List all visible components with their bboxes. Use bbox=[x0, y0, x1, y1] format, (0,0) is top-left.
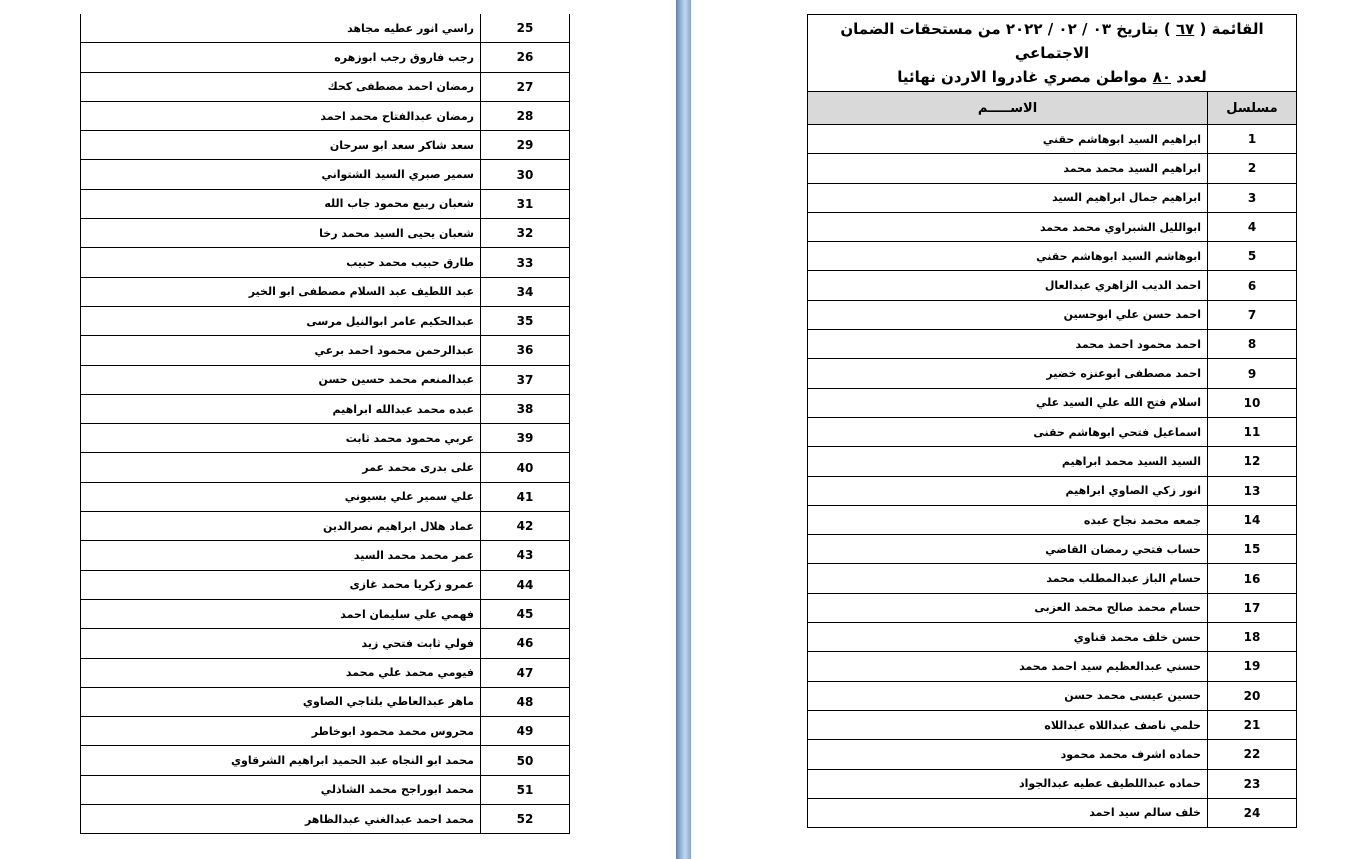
name-cell: عماد هلال ابراهيم نصرالدين bbox=[81, 512, 481, 541]
name-cell: عمر محمد محمد السيد bbox=[81, 541, 481, 570]
name-cell: حساب فتحي رمضان القاضي bbox=[808, 535, 1208, 564]
name-cell: السيد السيد محمد ابراهيم bbox=[808, 447, 1208, 476]
serial-cell: 20 bbox=[1208, 681, 1297, 710]
table-row bbox=[81, 72, 570, 101]
serial-cell: 6 bbox=[1208, 271, 1297, 300]
name-cell: عربي محمود محمد ثابت bbox=[81, 424, 481, 453]
table-row bbox=[808, 388, 1297, 417]
table-row bbox=[81, 336, 570, 365]
name-cell: احمد الديب الزاهري عبدالعال bbox=[808, 271, 1208, 300]
name-cell: ابراهيم السيد محمد محمد bbox=[808, 154, 1208, 183]
name-cell: علي سمير علي بسيوني bbox=[81, 482, 481, 511]
serial-cell: 4 bbox=[1208, 212, 1297, 241]
serial-cell: 9 bbox=[1208, 359, 1297, 388]
serial-cell: 41 bbox=[481, 482, 570, 511]
serial-cell: 37 bbox=[481, 365, 570, 394]
serial-cell: 43 bbox=[481, 541, 570, 570]
table-row bbox=[81, 160, 570, 189]
table-row bbox=[81, 746, 570, 775]
serial-cell: 47 bbox=[481, 658, 570, 687]
name-cell: ابوالليل الشبراوي محمد محمد bbox=[808, 212, 1208, 241]
serial-cell: 12 bbox=[1208, 447, 1297, 476]
table-row bbox=[808, 300, 1297, 329]
table-row bbox=[81, 482, 570, 511]
table-row bbox=[81, 365, 570, 394]
page-divider bbox=[676, 0, 691, 859]
name-cell: جمعه محمد نجاح عبده bbox=[808, 505, 1208, 534]
serial-cell: 15 bbox=[1208, 535, 1297, 564]
serial-cell: 46 bbox=[481, 629, 570, 658]
serial-cell: 51 bbox=[481, 775, 570, 804]
table-row bbox=[808, 125, 1297, 154]
serial-cell: 19 bbox=[1208, 652, 1297, 681]
citizen-count: ٨٠ bbox=[1152, 68, 1172, 86]
table-row bbox=[808, 798, 1297, 827]
serial-cell: 50 bbox=[481, 746, 570, 775]
title-line-2: لعدد ٨٠ مواطن مصري غادروا الاردن نهائيا bbox=[897, 68, 1207, 86]
serial-cell: 25 bbox=[481, 14, 570, 43]
table-row bbox=[808, 242, 1297, 271]
name-cell: عبدالحكيم عامر ابوالنيل مرسى bbox=[81, 306, 481, 335]
serial-cell: 27 bbox=[481, 72, 570, 101]
serial-cell: 44 bbox=[481, 570, 570, 599]
table-row bbox=[81, 219, 570, 248]
table-row bbox=[808, 476, 1297, 505]
list-number: ٦٧ bbox=[1175, 20, 1195, 38]
name-cell: حسني عبدالعظيم سيد احمد محمد bbox=[808, 652, 1208, 681]
serial-cell: 52 bbox=[481, 805, 570, 834]
serial-cell: 3 bbox=[1208, 183, 1297, 212]
name-cell: فهمي علي سليمان احمد bbox=[81, 599, 481, 628]
name-cell: محمد ابو النجاه عبد الحميد ابراهيم الشرقاوي bbox=[81, 746, 481, 775]
name-cell: محمد ابوراجح محمد الشاذلي bbox=[81, 775, 481, 804]
table-row bbox=[81, 541, 570, 570]
name-cell: حلمي ناصف عبداللاه عبداللاه bbox=[808, 710, 1208, 739]
serial-cell: 39 bbox=[481, 424, 570, 453]
table-row bbox=[808, 359, 1297, 388]
table-row bbox=[81, 775, 570, 804]
serial-cell: 45 bbox=[481, 599, 570, 628]
name-cell: ابراهيم جمال ابراهيم السيد bbox=[808, 183, 1208, 212]
table-row bbox=[81, 101, 570, 130]
serial-cell: 33 bbox=[481, 248, 570, 277]
table-row bbox=[808, 330, 1297, 359]
table-row bbox=[808, 154, 1297, 183]
serial-cell: 32 bbox=[481, 219, 570, 248]
table-row bbox=[81, 512, 570, 541]
name-cell: شعبان يحيى السيد محمد رخا bbox=[81, 219, 481, 248]
serial-cell: 42 bbox=[481, 512, 570, 541]
table-row bbox=[808, 681, 1297, 710]
serial-cell: 2 bbox=[1208, 154, 1297, 183]
table-row bbox=[808, 740, 1297, 769]
table-row bbox=[808, 447, 1297, 476]
name-cell: اسلام فتح الله علي السيد علي bbox=[808, 388, 1208, 417]
title-line-1: القائمة ( ٦٧ ) بتاريخ ٠٣ / ٠٢ / ٢٠٢٢ من مستحقات الضمان الاجتماعي bbox=[840, 20, 1264, 62]
serial-cell: 34 bbox=[481, 277, 570, 306]
serial-cell: 26 bbox=[481, 43, 570, 72]
name-cell: حسام الباز عبدالمطلب محمد bbox=[808, 564, 1208, 593]
table-row bbox=[808, 535, 1297, 564]
serial-cell: 18 bbox=[1208, 623, 1297, 652]
serial-cell: 40 bbox=[481, 453, 570, 482]
table-row bbox=[81, 306, 570, 335]
name-cell: اسماعيل فتحي ابوهاشم حقنى bbox=[808, 417, 1208, 446]
serial-cell: 48 bbox=[481, 687, 570, 716]
table-row bbox=[808, 564, 1297, 593]
serial-cell: 1 bbox=[1208, 125, 1297, 154]
name-cell: رمضان احمد مصطفى كحك bbox=[81, 72, 481, 101]
serial-cell: 29 bbox=[481, 131, 570, 160]
name-cell: احمد حسن علي ابوحسين bbox=[808, 300, 1208, 329]
serial-cell: 7 bbox=[1208, 300, 1297, 329]
name-cell: ماهر عبدالعاطي بلتاجي الصاوي bbox=[81, 687, 481, 716]
name-cell: ابوهاشم السيد ابوهاشم حقني bbox=[808, 242, 1208, 271]
table-header bbox=[808, 92, 1297, 125]
table-row bbox=[808, 652, 1297, 681]
table-row bbox=[81, 629, 570, 658]
name-cell: على بدرى محمد عمر bbox=[81, 453, 481, 482]
name-cell: راسي انور عطيه مجاهد bbox=[81, 14, 481, 43]
serial-cell: 49 bbox=[481, 717, 570, 746]
serial-cell: 10 bbox=[1208, 388, 1297, 417]
serial-cell: 21 bbox=[1208, 710, 1297, 739]
header-name: الاســـــم bbox=[808, 92, 1208, 125]
name-cell: فولي ثابت فتحي زيد bbox=[81, 629, 481, 658]
table-row bbox=[81, 453, 570, 482]
table-row bbox=[81, 599, 570, 628]
table-row bbox=[808, 769, 1297, 798]
serial-cell: 13 bbox=[1208, 476, 1297, 505]
table-row bbox=[81, 658, 570, 687]
name-cell: حسين عيسى محمد حسن bbox=[808, 681, 1208, 710]
serial-cell: 35 bbox=[481, 306, 570, 335]
table-row bbox=[81, 43, 570, 72]
table-row bbox=[81, 805, 570, 834]
table-row bbox=[81, 570, 570, 599]
name-cell: شعبان ربيع محمود جاب الله bbox=[81, 189, 481, 218]
serial-cell: 5 bbox=[1208, 242, 1297, 271]
name-cell: رجب فاروق رجب ابوزهره bbox=[81, 43, 481, 72]
table-row bbox=[81, 717, 570, 746]
table-row bbox=[81, 394, 570, 423]
name-cell: احمد مصطفى ابوعنزه خضير bbox=[808, 359, 1208, 388]
name-cell: سعد شاكر سعد ابو سرحان bbox=[81, 131, 481, 160]
name-cell: عبد اللطيف عبد السلام مصطفى ابو الخير bbox=[81, 277, 481, 306]
name-cell: احمد محمود احمد محمد bbox=[808, 330, 1208, 359]
table-row bbox=[81, 14, 570, 43]
serial-cell: 31 bbox=[481, 189, 570, 218]
name-cell: رمضان عبدالفتاح محمد احمد bbox=[81, 101, 481, 130]
serial-cell: 38 bbox=[481, 394, 570, 423]
name-cell: عمرو زكريا محمد غازى bbox=[81, 570, 481, 599]
serial-cell: 22 bbox=[1208, 740, 1297, 769]
table-row bbox=[81, 277, 570, 306]
table-row bbox=[808, 505, 1297, 534]
name-cell: حماده اشرف محمد محمود bbox=[808, 740, 1208, 769]
serial-cell: 30 bbox=[481, 160, 570, 189]
name-cell: انور زكي الصاوي ابراهيم bbox=[808, 476, 1208, 505]
name-cell: حسام محمد صالح محمد العزبى bbox=[808, 593, 1208, 622]
serial-cell: 8 bbox=[1208, 330, 1297, 359]
table-row bbox=[808, 271, 1297, 300]
table-row bbox=[808, 183, 1297, 212]
name-cell: عبده محمد عبدالله ابراهيم bbox=[81, 394, 481, 423]
name-cell: ابراهيم السيد ابوهاشم حقني bbox=[808, 125, 1208, 154]
name-cell: سمير صبري السيد الشتواني bbox=[81, 160, 481, 189]
table-row bbox=[808, 623, 1297, 652]
name-cell: فيومي محمد علي محمد bbox=[81, 658, 481, 687]
table-row bbox=[81, 248, 570, 277]
serial-cell: 14 bbox=[1208, 505, 1297, 534]
document-title bbox=[808, 15, 1297, 92]
left-page bbox=[0, 0, 676, 859]
name-cell: محروس محمد محمود ابوخاطر bbox=[81, 717, 481, 746]
name-cell: طارق حبيب محمد حبيب bbox=[81, 248, 481, 277]
name-cell: محمد احمد عبدالغني عبدالظاهر bbox=[81, 805, 481, 834]
serial-cell: 28 bbox=[481, 101, 570, 130]
table-row bbox=[808, 593, 1297, 622]
table-row bbox=[81, 131, 570, 160]
name-cell: عبدالمنعم محمد حسين حسن bbox=[81, 365, 481, 394]
names-table-continued bbox=[80, 14, 570, 834]
name-cell: خلف سالم سيد احمد bbox=[808, 798, 1208, 827]
table-row bbox=[808, 212, 1297, 241]
serial-cell: 36 bbox=[481, 336, 570, 365]
names-table bbox=[807, 14, 1297, 828]
table-row bbox=[81, 424, 570, 453]
header-serial: مسلسل bbox=[1208, 92, 1297, 125]
table-row bbox=[808, 417, 1297, 446]
name-cell: عبدالرحمن محمود احمد برعي bbox=[81, 336, 481, 365]
serial-cell: 23 bbox=[1208, 769, 1297, 798]
serial-cell: 24 bbox=[1208, 798, 1297, 827]
serial-cell: 17 bbox=[1208, 593, 1297, 622]
serial-cell: 11 bbox=[1208, 417, 1297, 446]
name-cell: حماده عبداللطيف عطيه عبدالجواد bbox=[808, 769, 1208, 798]
table-row bbox=[808, 710, 1297, 739]
table-row bbox=[81, 189, 570, 218]
table-row bbox=[81, 687, 570, 716]
serial-cell: 16 bbox=[1208, 564, 1297, 593]
name-cell: حسن خلف محمد قناوي bbox=[808, 623, 1208, 652]
